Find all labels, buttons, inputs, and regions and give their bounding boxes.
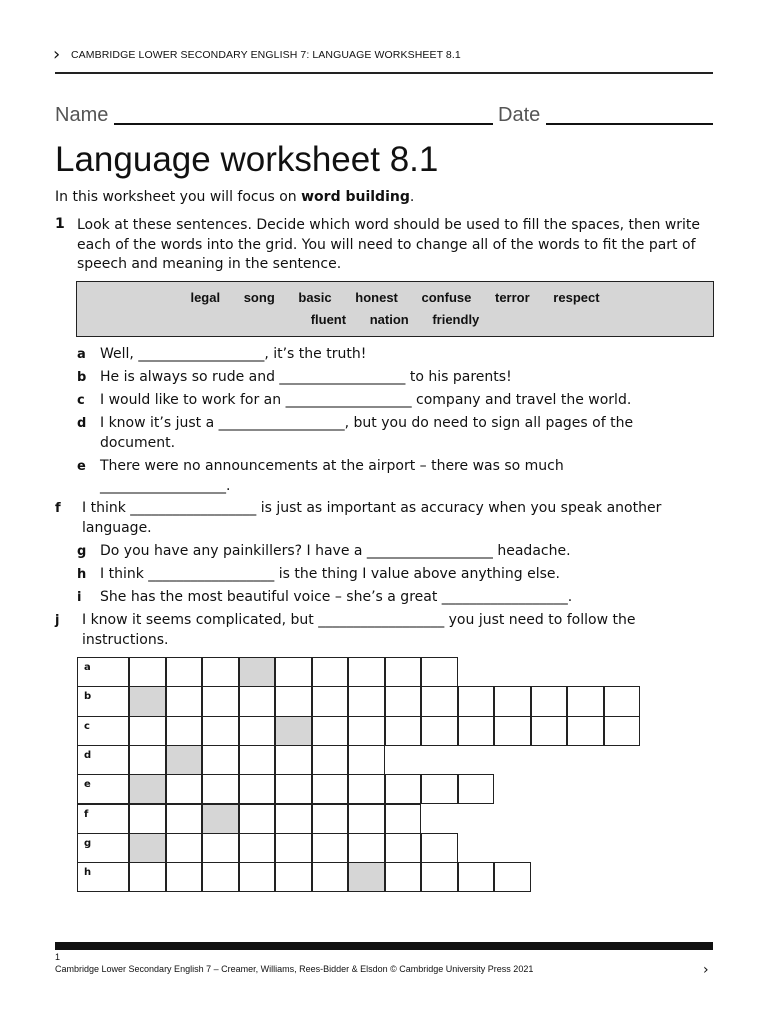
item-sentence: He is always so rude and __________________ to his parents! bbox=[100, 369, 512, 385]
answer-grid bbox=[77, 657, 617, 893]
question-number: 1 bbox=[55, 216, 65, 232]
grid-cell[interactable] bbox=[239, 745, 276, 775]
item-letter: a bbox=[77, 347, 86, 362]
item-sentence: I know it seems complicated, but __________________ you just need to follow the instructions. bbox=[82, 612, 636, 648]
intro-after: . bbox=[409, 189, 415, 205]
grid-cell[interactable] bbox=[531, 716, 568, 746]
grid-cell[interactable] bbox=[348, 774, 385, 804]
grid-cell[interactable] bbox=[421, 833, 458, 863]
word-bank bbox=[76, 281, 714, 337]
grid-cell[interactable] bbox=[348, 657, 385, 687]
grid-row-label-cell bbox=[77, 657, 129, 687]
grid-row-label: c bbox=[84, 720, 90, 732]
grid-cell[interactable] bbox=[494, 716, 531, 746]
grid-cell[interactable] bbox=[239, 686, 276, 716]
grid-cell[interactable] bbox=[166, 686, 203, 716]
word-bank-item: respect bbox=[553, 290, 600, 305]
grid-row-label-cell bbox=[77, 745, 129, 775]
grid-cell[interactable] bbox=[275, 745, 312, 775]
grid-cell[interactable] bbox=[348, 833, 385, 863]
grid-cell[interactable] bbox=[166, 804, 203, 834]
name-field[interactable] bbox=[114, 123, 493, 125]
grid-cell[interactable] bbox=[604, 686, 641, 716]
grid-cell[interactable] bbox=[385, 862, 422, 892]
grid-cell[interactable] bbox=[494, 686, 531, 716]
grid-cell[interactable] bbox=[129, 686, 166, 716]
grid-cell[interactable] bbox=[348, 745, 385, 775]
grid-cell[interactable] bbox=[531, 686, 568, 716]
item-letter: b bbox=[77, 370, 87, 385]
grid-row-label: d bbox=[84, 749, 92, 761]
grid-row-label: b bbox=[84, 691, 92, 703]
grid-cell[interactable] bbox=[312, 804, 349, 834]
grid-cell[interactable] bbox=[385, 774, 422, 804]
name-date-row bbox=[55, 104, 715, 130]
grid-cell[interactable] bbox=[348, 804, 385, 834]
header-rule bbox=[55, 72, 713, 74]
footer-bar bbox=[55, 942, 713, 950]
date-label: Date bbox=[498, 104, 541, 126]
item-letter: g bbox=[77, 544, 87, 559]
word-bank-item: fluent bbox=[310, 312, 347, 327]
grid-cell[interactable] bbox=[567, 716, 604, 746]
item-letter: h bbox=[77, 567, 87, 582]
footer-chevron-icon: › bbox=[703, 962, 709, 978]
grid-cell[interactable] bbox=[166, 716, 203, 746]
grid-cell[interactable] bbox=[385, 686, 422, 716]
grid-cell[interactable] bbox=[385, 716, 422, 746]
grid-row-label: a bbox=[84, 662, 91, 673]
intro-bold: word building bbox=[301, 189, 410, 205]
word-bank-item: legal bbox=[190, 290, 221, 305]
page-title: Language worksheet 8.1 bbox=[55, 140, 439, 179]
grid-cell[interactable] bbox=[567, 686, 604, 716]
grid-cell[interactable] bbox=[312, 833, 349, 863]
grid-cell[interactable] bbox=[312, 774, 349, 804]
grid-cell[interactable] bbox=[239, 657, 276, 687]
grid-cell[interactable] bbox=[348, 686, 385, 716]
grid-cell[interactable] bbox=[312, 862, 349, 892]
grid-cell[interactable] bbox=[166, 774, 203, 804]
grid-cell[interactable] bbox=[202, 745, 239, 775]
word-bank-item: terror bbox=[494, 290, 530, 305]
grid-cell[interactable] bbox=[129, 804, 166, 834]
grid-cell[interactable] bbox=[239, 716, 276, 746]
grid-cell[interactable] bbox=[129, 862, 166, 892]
item-letter: d bbox=[77, 416, 87, 431]
grid-cell[interactable] bbox=[312, 716, 349, 746]
word-bank-row-2 bbox=[77, 312, 713, 327]
running-header: CAMBRIDGE LOWER SECONDARY ENGLISH 7: LANGUAGE WORKSHEET 8.1 bbox=[71, 49, 461, 61]
grid-cell[interactable] bbox=[166, 657, 203, 687]
word-bank-item: basic bbox=[298, 290, 332, 305]
grid-cell[interactable] bbox=[421, 862, 458, 892]
item-letter: c bbox=[77, 393, 85, 408]
grid-cell[interactable] bbox=[129, 657, 166, 687]
grid-cell[interactable] bbox=[385, 804, 422, 834]
word-bank-item: friendly bbox=[432, 312, 480, 327]
grid-cell[interactable] bbox=[275, 862, 312, 892]
word-bank-item: honest bbox=[355, 290, 398, 305]
header-chevron-icon: › bbox=[53, 44, 61, 65]
grid-cell[interactable] bbox=[166, 862, 203, 892]
date-field[interactable] bbox=[546, 123, 713, 125]
grid-row-label: f bbox=[84, 808, 89, 820]
grid-cell[interactable] bbox=[312, 745, 349, 775]
grid-cell[interactable] bbox=[202, 716, 239, 746]
grid-cell[interactable] bbox=[458, 862, 495, 892]
intro-text bbox=[55, 189, 414, 205]
grid-cell[interactable] bbox=[129, 716, 166, 746]
grid-cell[interactable] bbox=[129, 774, 166, 804]
grid-cell[interactable] bbox=[385, 657, 422, 687]
grid-row-label: e bbox=[84, 779, 91, 791]
grid-cell[interactable] bbox=[348, 716, 385, 746]
grid-row-label: g bbox=[84, 837, 92, 849]
word-bank-row-1 bbox=[77, 290, 713, 305]
grid-cell[interactable] bbox=[275, 657, 312, 687]
grid-cell[interactable] bbox=[275, 686, 312, 716]
grid-row-label-cell bbox=[77, 862, 129, 892]
grid-row-label-cell bbox=[77, 686, 129, 716]
question-text: Look at these sentences. Decide which word should be used to fill the spaces, then write each of the words into the grid. You will need to change all of the words to fit the part of speech and meaning in the sentence. bbox=[77, 217, 701, 272]
grid-row-label: h bbox=[84, 867, 92, 879]
grid-row-label-cell bbox=[77, 833, 129, 863]
grid-row-label-cell bbox=[77, 774, 129, 804]
page-number: 1 bbox=[55, 952, 61, 962]
grid-cell[interactable] bbox=[239, 862, 276, 892]
grid-cell[interactable] bbox=[421, 657, 458, 687]
item-sentence: I think __________________ is just as important as accuracy when you speak another language. bbox=[82, 500, 662, 536]
item-letter: j bbox=[55, 613, 60, 628]
item-letter: f bbox=[55, 501, 61, 516]
grid-cell[interactable] bbox=[421, 716, 458, 746]
grid-cell[interactable] bbox=[166, 833, 203, 863]
grid-cell[interactable] bbox=[202, 686, 239, 716]
item-sentence: I think __________________ is the thing I value above anything else. bbox=[100, 566, 560, 582]
item-sentence: Well, __________________, it’s the truth! bbox=[100, 346, 367, 362]
grid-cell[interactable] bbox=[166, 745, 203, 775]
grid-cell[interactable] bbox=[312, 657, 349, 687]
grid-cell[interactable] bbox=[202, 774, 239, 804]
footer-copyright: Cambridge Lower Secondary English 7 – Creamer, Williams, Rees-Bidder & Elsdon © Cambridge University Press 2021 bbox=[55, 964, 534, 974]
item-letter: e bbox=[77, 459, 86, 474]
grid-cell[interactable] bbox=[458, 716, 495, 746]
grid-cell[interactable] bbox=[275, 774, 312, 804]
item-sentence: There were no announcements at the airport – there was so much __________________. bbox=[100, 458, 564, 494]
name-label: Name bbox=[55, 104, 109, 126]
grid-cell[interactable] bbox=[458, 774, 495, 804]
grid-cell[interactable] bbox=[275, 804, 312, 834]
word-bank-item: song bbox=[243, 290, 275, 305]
grid-cell[interactable] bbox=[275, 833, 312, 863]
grid-cell[interactable] bbox=[202, 804, 239, 834]
word-bank-item: confuse bbox=[421, 290, 472, 305]
grid-cell[interactable] bbox=[202, 657, 239, 687]
grid-cell[interactable] bbox=[312, 686, 349, 716]
grid-cell[interactable] bbox=[348, 862, 385, 892]
grid-cell[interactable] bbox=[239, 804, 276, 834]
grid-cell[interactable] bbox=[129, 745, 166, 775]
intro-before: In this worksheet you will focus on bbox=[55, 189, 302, 205]
grid-cell[interactable] bbox=[202, 833, 239, 863]
grid-cell[interactable] bbox=[385, 833, 422, 863]
grid-cell[interactable] bbox=[275, 716, 312, 746]
grid-cell[interactable] bbox=[239, 833, 276, 863]
grid-cell[interactable] bbox=[421, 686, 458, 716]
item-sentence: Do you have any painkillers? I have a __________________ headache. bbox=[100, 543, 571, 559]
grid-cell[interactable] bbox=[202, 862, 239, 892]
item-sentence: I would like to work for an __________________ company and travel the world. bbox=[100, 392, 632, 408]
grid-cell[interactable] bbox=[129, 833, 166, 863]
grid-cell[interactable] bbox=[494, 862, 531, 892]
item-sentence: I know it’s just a __________________, but you do need to sign all pages of the document. bbox=[100, 415, 634, 451]
word-bank-item: nation bbox=[369, 312, 409, 327]
grid-cell[interactable] bbox=[421, 774, 458, 804]
grid-cell[interactable] bbox=[239, 774, 276, 804]
grid-row-label-cell bbox=[77, 804, 129, 834]
grid-cell[interactable] bbox=[604, 716, 641, 746]
item-letter: i bbox=[77, 590, 82, 605]
grid-row-label-cell bbox=[77, 716, 129, 746]
item-sentence: She has the most beautiful voice – she’s a great __________________. bbox=[100, 589, 573, 605]
grid-cell[interactable] bbox=[458, 686, 495, 716]
